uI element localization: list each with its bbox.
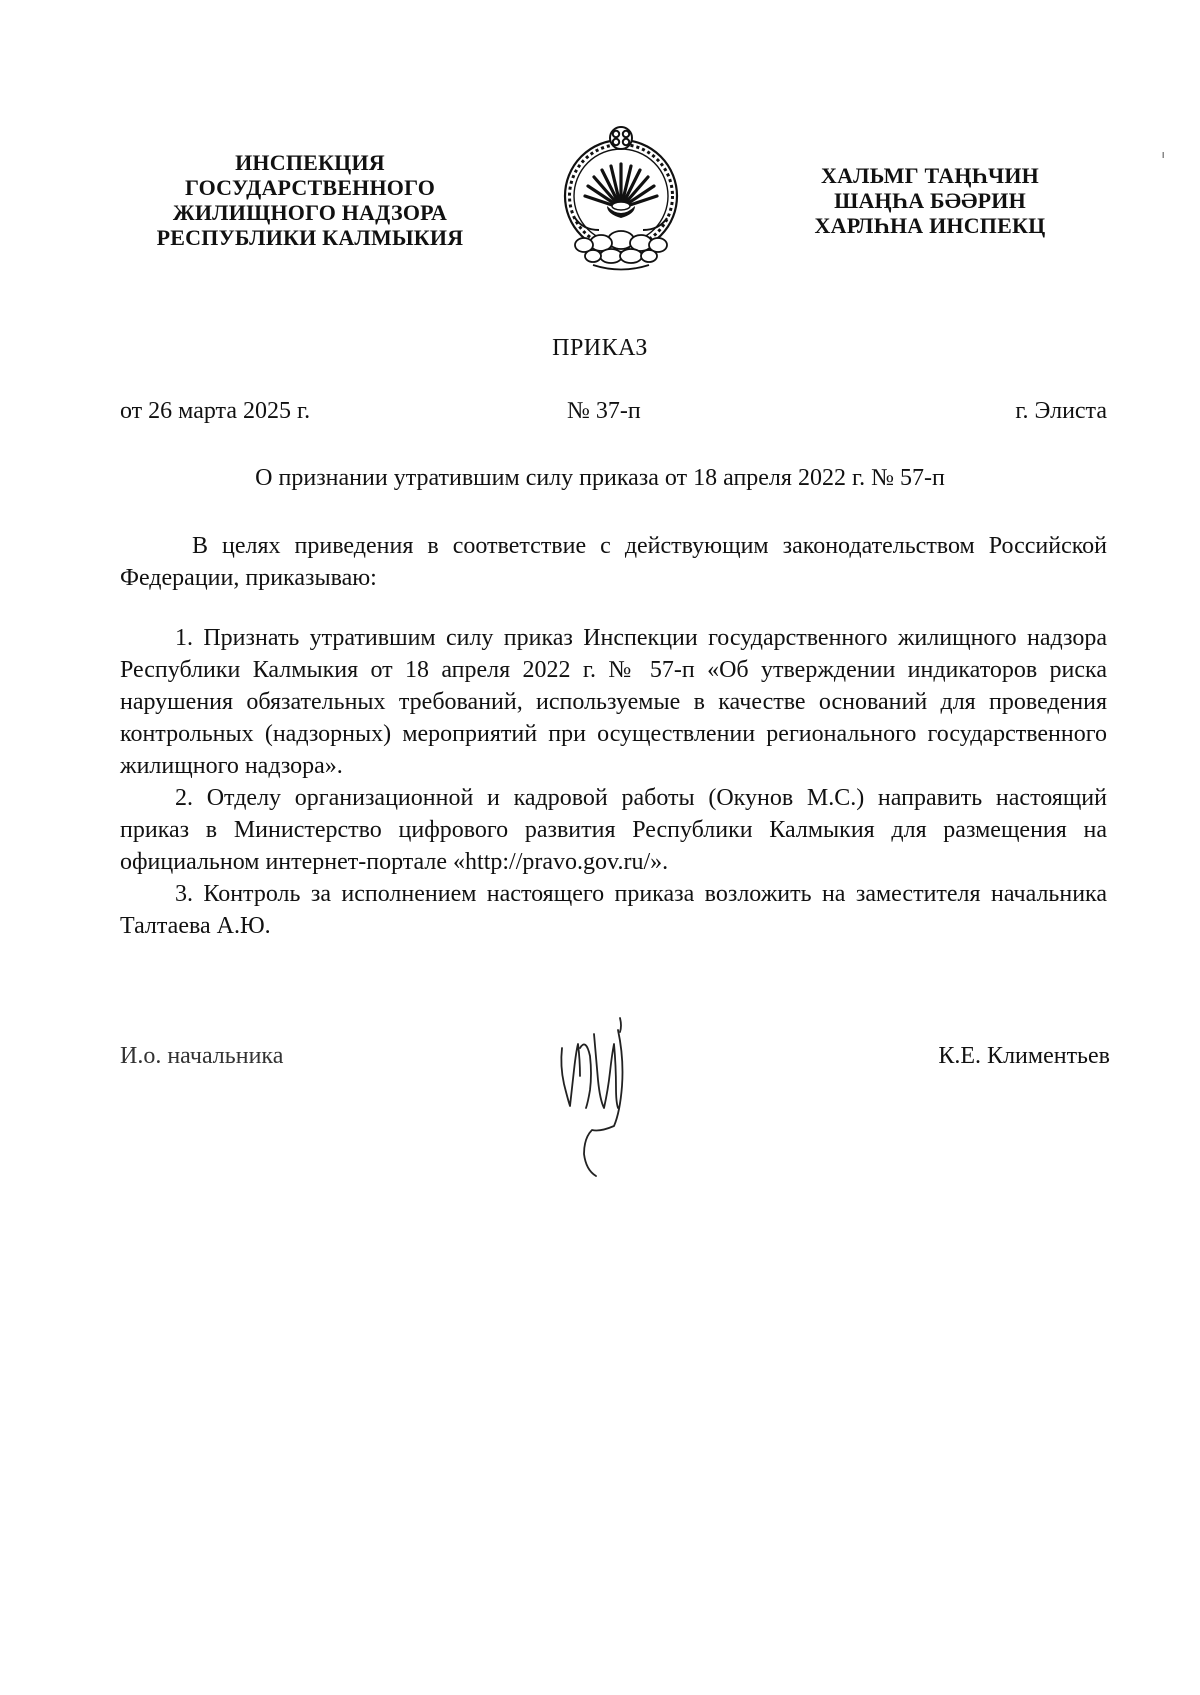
scan-speck: [1162, 152, 1165, 158]
issuer-line: ГОСУДАРСТВЕННОГО: [184, 175, 436, 200]
order-item: 1. Признать утратившим силу приказ Инспекции государственного жилищного надзора Республики Калмыкия от 18 апреля 2022 г. № 57-п «Об утверждении индикаторов риска нарушения обязательных требований, используемые в качестве оснований для проведения контрольных (надзорных) мероприятий при осуществлении регионального государственного жилищного надзора».: [120, 625, 1107, 779]
issuer-line: ХАРЛҺНА ИНСПЕКЦ: [814, 213, 1046, 238]
issuer-name-russian: [140, 150, 480, 250]
document-subject: О признании утратившим силу приказа от 18 апреля 2022 г. № 57-п: [255, 465, 945, 491]
document-number: № 37-п: [567, 398, 641, 424]
handwritten-signature-icon: [556, 1008, 656, 1178]
order-items: [120, 622, 1107, 942]
issuer-line: ХАЛЬМГ ТАҢҺЧИН: [821, 163, 1039, 188]
kalmykia-coat-of-arms-icon: [553, 122, 689, 276]
signatory-name: К.Е. Климентьев: [938, 1043, 1110, 1069]
issuer-line: РЕСПУБЛИКИ КАЛМЫКИЯ: [156, 225, 464, 250]
signatory-position: И.о. начальника: [120, 1043, 284, 1069]
order-item: 3. Контроль за исполнением настоящего приказа возложить на заместителя начальника Талтаева А.Ю.: [120, 881, 1107, 939]
issuer-line: ЖИЛИЩНОГО НАДЗОРА: [172, 200, 448, 225]
document-date: от 26 марта 2025 г.: [120, 398, 311, 424]
preamble-paragraph: В целях приведения в соответствие с действующим законодательством Российской Федерации, приказываю:: [120, 533, 1107, 591]
issuer-line: ШАҢҺА БӘӘРИН: [834, 188, 1026, 213]
order-item: 2. Отделу организационной и кадровой работы (Окунов М.С.) направить настоящий приказ в Министерство цифрового развития Республики Калмыкия для размещения на официальном интернет-портале «http://pravo.gov.ru/».: [120, 785, 1107, 875]
issuer-name-kalmyk: [780, 163, 1080, 238]
document-type-title: ПРИКАЗ: [552, 335, 648, 361]
document-city: г. Элиста: [1015, 398, 1107, 424]
issuer-line: ИНСПЕКЦИЯ: [235, 150, 385, 175]
